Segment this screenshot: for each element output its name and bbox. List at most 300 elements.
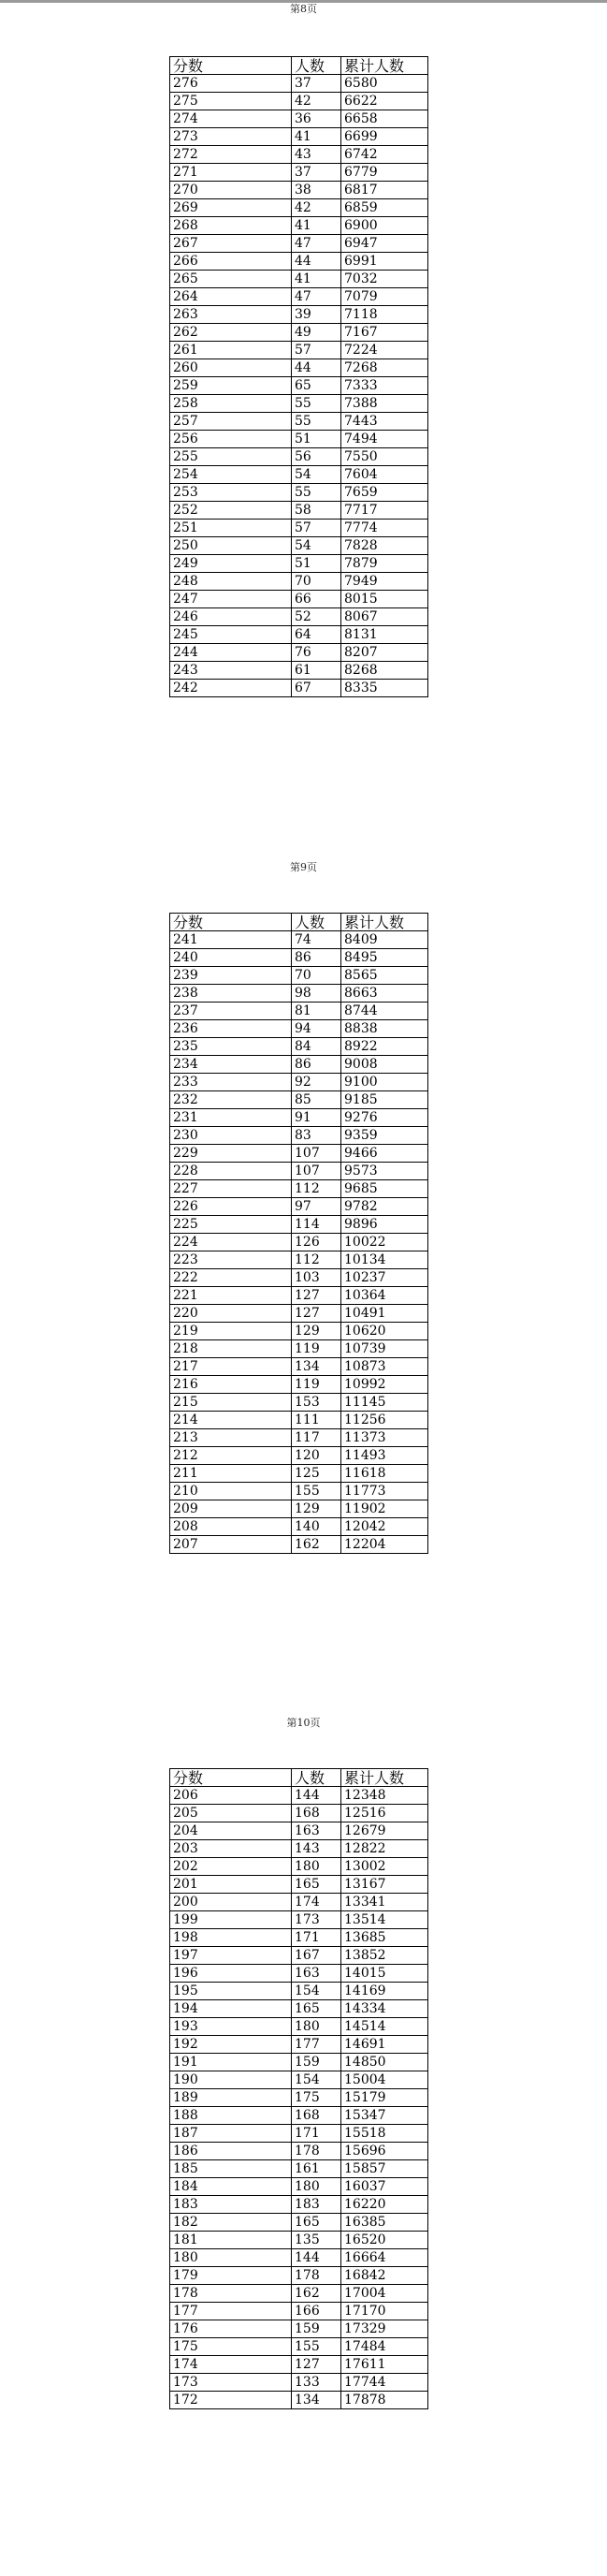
table-cell: 57 (292, 520, 341, 537)
table-row (170, 1500, 428, 1518)
table-cell: 49 (292, 324, 341, 342)
table-cell: 196 (170, 1965, 292, 1983)
table-row (170, 1412, 428, 1429)
table-cell: 222 (170, 1269, 292, 1287)
table-cell: 61 (292, 662, 341, 680)
table-cell: 272 (170, 146, 292, 164)
column-header: 人数 (292, 57, 341, 75)
table-row (170, 1536, 428, 1554)
table-row (170, 2125, 428, 2143)
table-cell: 154 (292, 1983, 341, 2000)
table-cell: 36 (292, 110, 341, 128)
table-cell: 179 (170, 2267, 292, 2285)
table-row (170, 2232, 428, 2249)
table-cell: 76 (292, 644, 341, 662)
table-row (170, 1858, 428, 1876)
table-cell: 81 (292, 1003, 341, 1020)
table-cell: 223 (170, 1251, 292, 1269)
table-cell: 235 (170, 1038, 292, 1056)
table-cell: 267 (170, 235, 292, 253)
table-row (170, 2160, 428, 2178)
table-cell: 159 (292, 2054, 341, 2071)
table-cell: 247 (170, 591, 292, 608)
table-cell: 163 (292, 1965, 341, 1983)
table-cell: 231 (170, 1109, 292, 1127)
table-cell: 240 (170, 949, 292, 967)
table-row (170, 1287, 428, 1305)
table-cell: 180 (292, 2178, 341, 2196)
table-cell: 234 (170, 1056, 292, 1074)
table-cell: 42 (292, 93, 341, 110)
table-cell: 192 (170, 2036, 292, 2054)
table-cell: 256 (170, 431, 292, 448)
table-row (170, 2303, 428, 2320)
table-cell: 42 (292, 199, 341, 217)
column-header: 分数 (170, 57, 292, 75)
table-cell: 13167 (341, 1876, 428, 1894)
table-cell: 178 (170, 2285, 292, 2303)
table-cell: 8409 (341, 931, 428, 949)
table-cell: 161 (292, 2160, 341, 2178)
table-cell: 167 (292, 1947, 341, 1965)
table-cell: 38 (292, 182, 341, 199)
table-cell: 15347 (341, 2107, 428, 2125)
table-cell: 230 (170, 1127, 292, 1145)
table-cell: 7828 (341, 537, 428, 555)
table-cell: 7333 (341, 377, 428, 395)
table-cell: 219 (170, 1323, 292, 1340)
column-header: 人数 (292, 914, 341, 931)
table-cell: 163 (292, 1822, 341, 1840)
table-row (170, 1234, 428, 1251)
table-row (170, 2249, 428, 2267)
table-row (170, 2267, 428, 2285)
table-cell: 6779 (341, 164, 428, 182)
table-cell: 173 (170, 2374, 292, 2392)
table-row (170, 1145, 428, 1163)
table-cell: 9185 (341, 1091, 428, 1109)
table-cell: 198 (170, 1929, 292, 1947)
table-cell: 265 (170, 271, 292, 288)
table-cell: 14015 (341, 1965, 428, 1983)
table-cell: 7118 (341, 306, 428, 324)
table-cell: 7604 (341, 466, 428, 484)
table-row (170, 342, 428, 359)
table-cell: 107 (292, 1145, 341, 1163)
table-cell: 194 (170, 2000, 292, 2018)
table-cell: 210 (170, 1483, 292, 1500)
table-cell: 16664 (341, 2249, 428, 2267)
table-cell: 171 (292, 2125, 341, 2143)
table-cell: 181 (170, 2232, 292, 2249)
table-cell: 37 (292, 75, 341, 93)
table-cell: 263 (170, 306, 292, 324)
table-cell: 225 (170, 1216, 292, 1234)
table-cell: 55 (292, 413, 341, 431)
table-cell: 134 (292, 2392, 341, 2409)
table-cell: 244 (170, 644, 292, 662)
table-cell: 14514 (341, 2018, 428, 2036)
table-cell: 7388 (341, 395, 428, 413)
table-cell: 177 (170, 2303, 292, 2320)
table-cell: 15857 (341, 2160, 428, 2178)
table-cell: 6580 (341, 75, 428, 93)
table-row (170, 1216, 428, 1234)
table-cell: 12679 (341, 1822, 428, 1840)
table-header-row (170, 57, 428, 75)
table-cell: 10620 (341, 1323, 428, 1340)
table-cell: 94 (292, 1020, 341, 1038)
table-cell: 268 (170, 217, 292, 235)
table-cell: 13514 (341, 1911, 428, 1929)
table-cell: 177 (292, 2036, 341, 2054)
table-cell: 8565 (341, 967, 428, 985)
table-cell: 6658 (341, 110, 428, 128)
table-row (170, 573, 428, 591)
table-cell: 269 (170, 199, 292, 217)
table-cell: 6900 (341, 217, 428, 235)
table-cell: 10992 (341, 1376, 428, 1394)
table-cell: 8207 (341, 644, 428, 662)
table-cell: 6991 (341, 253, 428, 271)
table-cell: 253 (170, 484, 292, 502)
table-cell: 107 (292, 1163, 341, 1180)
table-row (170, 2392, 428, 2409)
table-cell: 7224 (341, 342, 428, 359)
table-cell: 185 (170, 2160, 292, 2178)
table-cell: 175 (292, 2089, 341, 2107)
table-cell: 15518 (341, 2125, 428, 2143)
table-cell: 211 (170, 1465, 292, 1483)
table-row (170, 1518, 428, 1536)
table-cell: 205 (170, 1805, 292, 1822)
table-cell: 9573 (341, 1163, 428, 1180)
table-cell: 134 (292, 1358, 341, 1376)
table-cell: 201 (170, 1876, 292, 1894)
table-row (170, 2071, 428, 2089)
table-cell: 6859 (341, 199, 428, 217)
table-row (170, 2000, 428, 2018)
table-cell: 10739 (341, 1340, 428, 1358)
table-cell: 274 (170, 110, 292, 128)
table-cell: 220 (170, 1305, 292, 1323)
table-cell: 13341 (341, 1894, 428, 1911)
table-cell: 15696 (341, 2143, 428, 2160)
table-cell: 112 (292, 1180, 341, 1198)
table-cell: 233 (170, 1074, 292, 1091)
table-cell: 67 (292, 680, 341, 697)
table-cell: 165 (292, 2000, 341, 2018)
table-cell: 7550 (341, 448, 428, 466)
table-row (170, 164, 428, 182)
table-cell: 266 (170, 253, 292, 271)
table-cell: 204 (170, 1822, 292, 1840)
table-row (170, 2143, 428, 2160)
table-row (170, 591, 428, 608)
table-cell: 97 (292, 1198, 341, 1216)
table-cell: 257 (170, 413, 292, 431)
table-cell: 275 (170, 93, 292, 110)
table-cell: 214 (170, 1412, 292, 1429)
table-row (170, 1127, 428, 1145)
table-cell: 186 (170, 2143, 292, 2160)
table-row (170, 985, 428, 1003)
table-row (170, 626, 428, 644)
table-cell: 8838 (341, 1020, 428, 1038)
table-cell: 221 (170, 1287, 292, 1305)
table-cell: 10237 (341, 1269, 428, 1287)
table-cell: 254 (170, 466, 292, 484)
table-cell: 10873 (341, 1358, 428, 1376)
table-cell: 10134 (341, 1251, 428, 1269)
table-row (170, 1305, 428, 1323)
table-cell: 12204 (341, 1536, 428, 1554)
table-row (170, 1376, 428, 1394)
table-cell: 187 (170, 2125, 292, 2143)
table-row (170, 608, 428, 626)
table-row (170, 1805, 428, 1822)
table-cell: 16520 (341, 2232, 428, 2249)
table-cell: 7167 (341, 324, 428, 342)
table-cell: 17611 (341, 2356, 428, 2374)
table-cell: 17329 (341, 2320, 428, 2338)
table-cell: 174 (170, 2356, 292, 2374)
table-cell: 261 (170, 342, 292, 359)
column-header: 累计人数 (341, 914, 428, 931)
table-cell: 206 (170, 1787, 292, 1805)
table-cell: 144 (292, 2249, 341, 2267)
table-row (170, 1323, 428, 1340)
table-cell: 86 (292, 949, 341, 967)
table-row (170, 1447, 428, 1465)
table-cell: 10491 (341, 1305, 428, 1323)
table-cell: 6742 (341, 146, 428, 164)
table-row (170, 466, 428, 484)
table-cell: 8335 (341, 680, 428, 697)
table-cell: 9685 (341, 1180, 428, 1198)
table-cell: 190 (170, 2071, 292, 2089)
column-header: 累计人数 (341, 57, 428, 75)
table-cell: 86 (292, 1056, 341, 1074)
table-cell: 238 (170, 985, 292, 1003)
table-cell: 8744 (341, 1003, 428, 1020)
table-cell: 213 (170, 1429, 292, 1447)
table-cell: 11773 (341, 1483, 428, 1500)
table-cell: 262 (170, 324, 292, 342)
table-row (170, 680, 428, 697)
table-row (170, 1983, 428, 2000)
table-cell: 224 (170, 1234, 292, 1251)
table-cell: 117 (292, 1429, 341, 1447)
table-cell: 188 (170, 2107, 292, 2125)
table-cell: 17878 (341, 2392, 428, 2409)
table-cell: 15004 (341, 2071, 428, 2089)
table-cell: 246 (170, 608, 292, 626)
table-cell: 8268 (341, 662, 428, 680)
table-cell: 216 (170, 1376, 292, 1394)
table-cell: 180 (292, 1858, 341, 1876)
table-cell: 166 (292, 2303, 341, 2320)
table-cell: 273 (170, 128, 292, 146)
table-row (170, 2089, 428, 2107)
table-cell: 162 (292, 2285, 341, 2303)
table-cell: 7774 (341, 520, 428, 537)
table-cell: 232 (170, 1091, 292, 1109)
column-header: 分数 (170, 914, 292, 931)
table-row (170, 110, 428, 128)
table-cell: 41 (292, 217, 341, 235)
table-cell: 11256 (341, 1412, 428, 1429)
table-cell: 39 (292, 306, 341, 324)
table-row (170, 1840, 428, 1858)
table-cell: 43 (292, 146, 341, 164)
table-cell: 47 (292, 288, 341, 306)
table-cell: 172 (170, 2392, 292, 2409)
table-cell: 242 (170, 680, 292, 697)
table-cell: 92 (292, 1074, 341, 1091)
table-cell: 7032 (341, 271, 428, 288)
table-row (170, 75, 428, 93)
table-row (170, 2320, 428, 2338)
table-cell: 7443 (341, 413, 428, 431)
table-cell: 229 (170, 1145, 292, 1163)
table-cell: 243 (170, 662, 292, 680)
table-row (170, 931, 428, 949)
table-cell: 8495 (341, 949, 428, 967)
table-cell: 10364 (341, 1287, 428, 1305)
table-row (170, 1251, 428, 1269)
table-cell: 255 (170, 448, 292, 466)
table-row (170, 146, 428, 164)
table-cell: 6622 (341, 93, 428, 110)
table-row (170, 1894, 428, 1911)
table-cell: 103 (292, 1269, 341, 1287)
table-cell: 8067 (341, 608, 428, 626)
table-row (170, 2196, 428, 2214)
table-cell: 70 (292, 573, 341, 591)
table-cell: 155 (292, 1483, 341, 1500)
table-row (170, 502, 428, 520)
table-row (170, 1465, 428, 1483)
table-cell: 135 (292, 2232, 341, 2249)
table-row (170, 1198, 428, 1216)
table-row (170, 448, 428, 466)
table-row (170, 253, 428, 271)
table-cell: 84 (292, 1038, 341, 1056)
table-row (170, 377, 428, 395)
table-row (170, 1180, 428, 1198)
table-cell: 126 (292, 1234, 341, 1251)
table-row (170, 1483, 428, 1500)
table-row (170, 644, 428, 662)
table-row (170, 1787, 428, 1805)
table-cell: 239 (170, 967, 292, 985)
table-cell: 6699 (341, 128, 428, 146)
table-cell: 215 (170, 1394, 292, 1412)
table-row (170, 2338, 428, 2356)
table-cell: 9276 (341, 1109, 428, 1127)
table-cell: 12516 (341, 1805, 428, 1822)
table-cell: 10022 (341, 1234, 428, 1251)
table-cell: 9466 (341, 1145, 428, 1163)
table-cell: 12042 (341, 1518, 428, 1536)
table-cell: 9100 (341, 1074, 428, 1091)
table-cell: 13685 (341, 1929, 428, 1947)
table-cell: 6817 (341, 182, 428, 199)
table-row (170, 1091, 428, 1109)
table-row (170, 128, 428, 146)
table-cell: 125 (292, 1465, 341, 1483)
table-cell: 251 (170, 520, 292, 537)
table-cell: 16037 (341, 2178, 428, 2196)
table-cell: 178 (292, 2143, 341, 2160)
table-cell: 249 (170, 555, 292, 573)
table-cell: 52 (292, 608, 341, 626)
column-header: 累计人数 (341, 1769, 428, 1787)
table-cell: 178 (292, 2267, 341, 2285)
table-row (170, 235, 428, 253)
table-row (170, 1074, 428, 1091)
page-number-label: 第10页 (286, 1717, 321, 1729)
table-row (170, 520, 428, 537)
table-cell: 98 (292, 985, 341, 1003)
table-cell: 11618 (341, 1465, 428, 1483)
table-cell: 173 (292, 1911, 341, 1929)
table-cell: 47 (292, 235, 341, 253)
column-header: 人数 (292, 1769, 341, 1787)
table-cell: 55 (292, 395, 341, 413)
table-cell: 54 (292, 537, 341, 555)
table-cell: 55 (292, 484, 341, 502)
table-row (170, 1822, 428, 1840)
table-cell: 112 (292, 1251, 341, 1269)
table-header-row (170, 914, 428, 931)
table-cell: 11373 (341, 1429, 428, 1447)
table-cell: 191 (170, 2054, 292, 2071)
table-cell: 270 (170, 182, 292, 199)
table-cell: 171 (292, 1929, 341, 1947)
table-cell: 200 (170, 1894, 292, 1911)
table-cell: 16220 (341, 2196, 428, 2214)
table-row (170, 288, 428, 306)
table-cell: 7879 (341, 555, 428, 573)
table-row (170, 1911, 428, 1929)
table-cell: 228 (170, 1163, 292, 1180)
table-cell: 119 (292, 1340, 341, 1358)
table-row (170, 413, 428, 431)
table-cell: 111 (292, 1412, 341, 1429)
table-row (170, 1947, 428, 1965)
table-row (170, 2054, 428, 2071)
table-cell: 74 (292, 931, 341, 949)
table-cell: 51 (292, 431, 341, 448)
table-cell: 276 (170, 75, 292, 93)
table-cell: 217 (170, 1358, 292, 1376)
table-cell: 155 (292, 2338, 341, 2356)
table-row (170, 2374, 428, 2392)
table-cell: 58 (292, 502, 341, 520)
table-cell: 154 (292, 2071, 341, 2089)
table-cell: 120 (292, 1447, 341, 1465)
table-cell: 226 (170, 1198, 292, 1216)
table-cell: 260 (170, 359, 292, 377)
table-cell: 195 (170, 1983, 292, 2000)
table-cell: 209 (170, 1500, 292, 1518)
table-cell: 162 (292, 1536, 341, 1554)
table-cell: 193 (170, 2018, 292, 2036)
table-cell: 143 (292, 1840, 341, 1858)
table-cell: 208 (170, 1518, 292, 1536)
